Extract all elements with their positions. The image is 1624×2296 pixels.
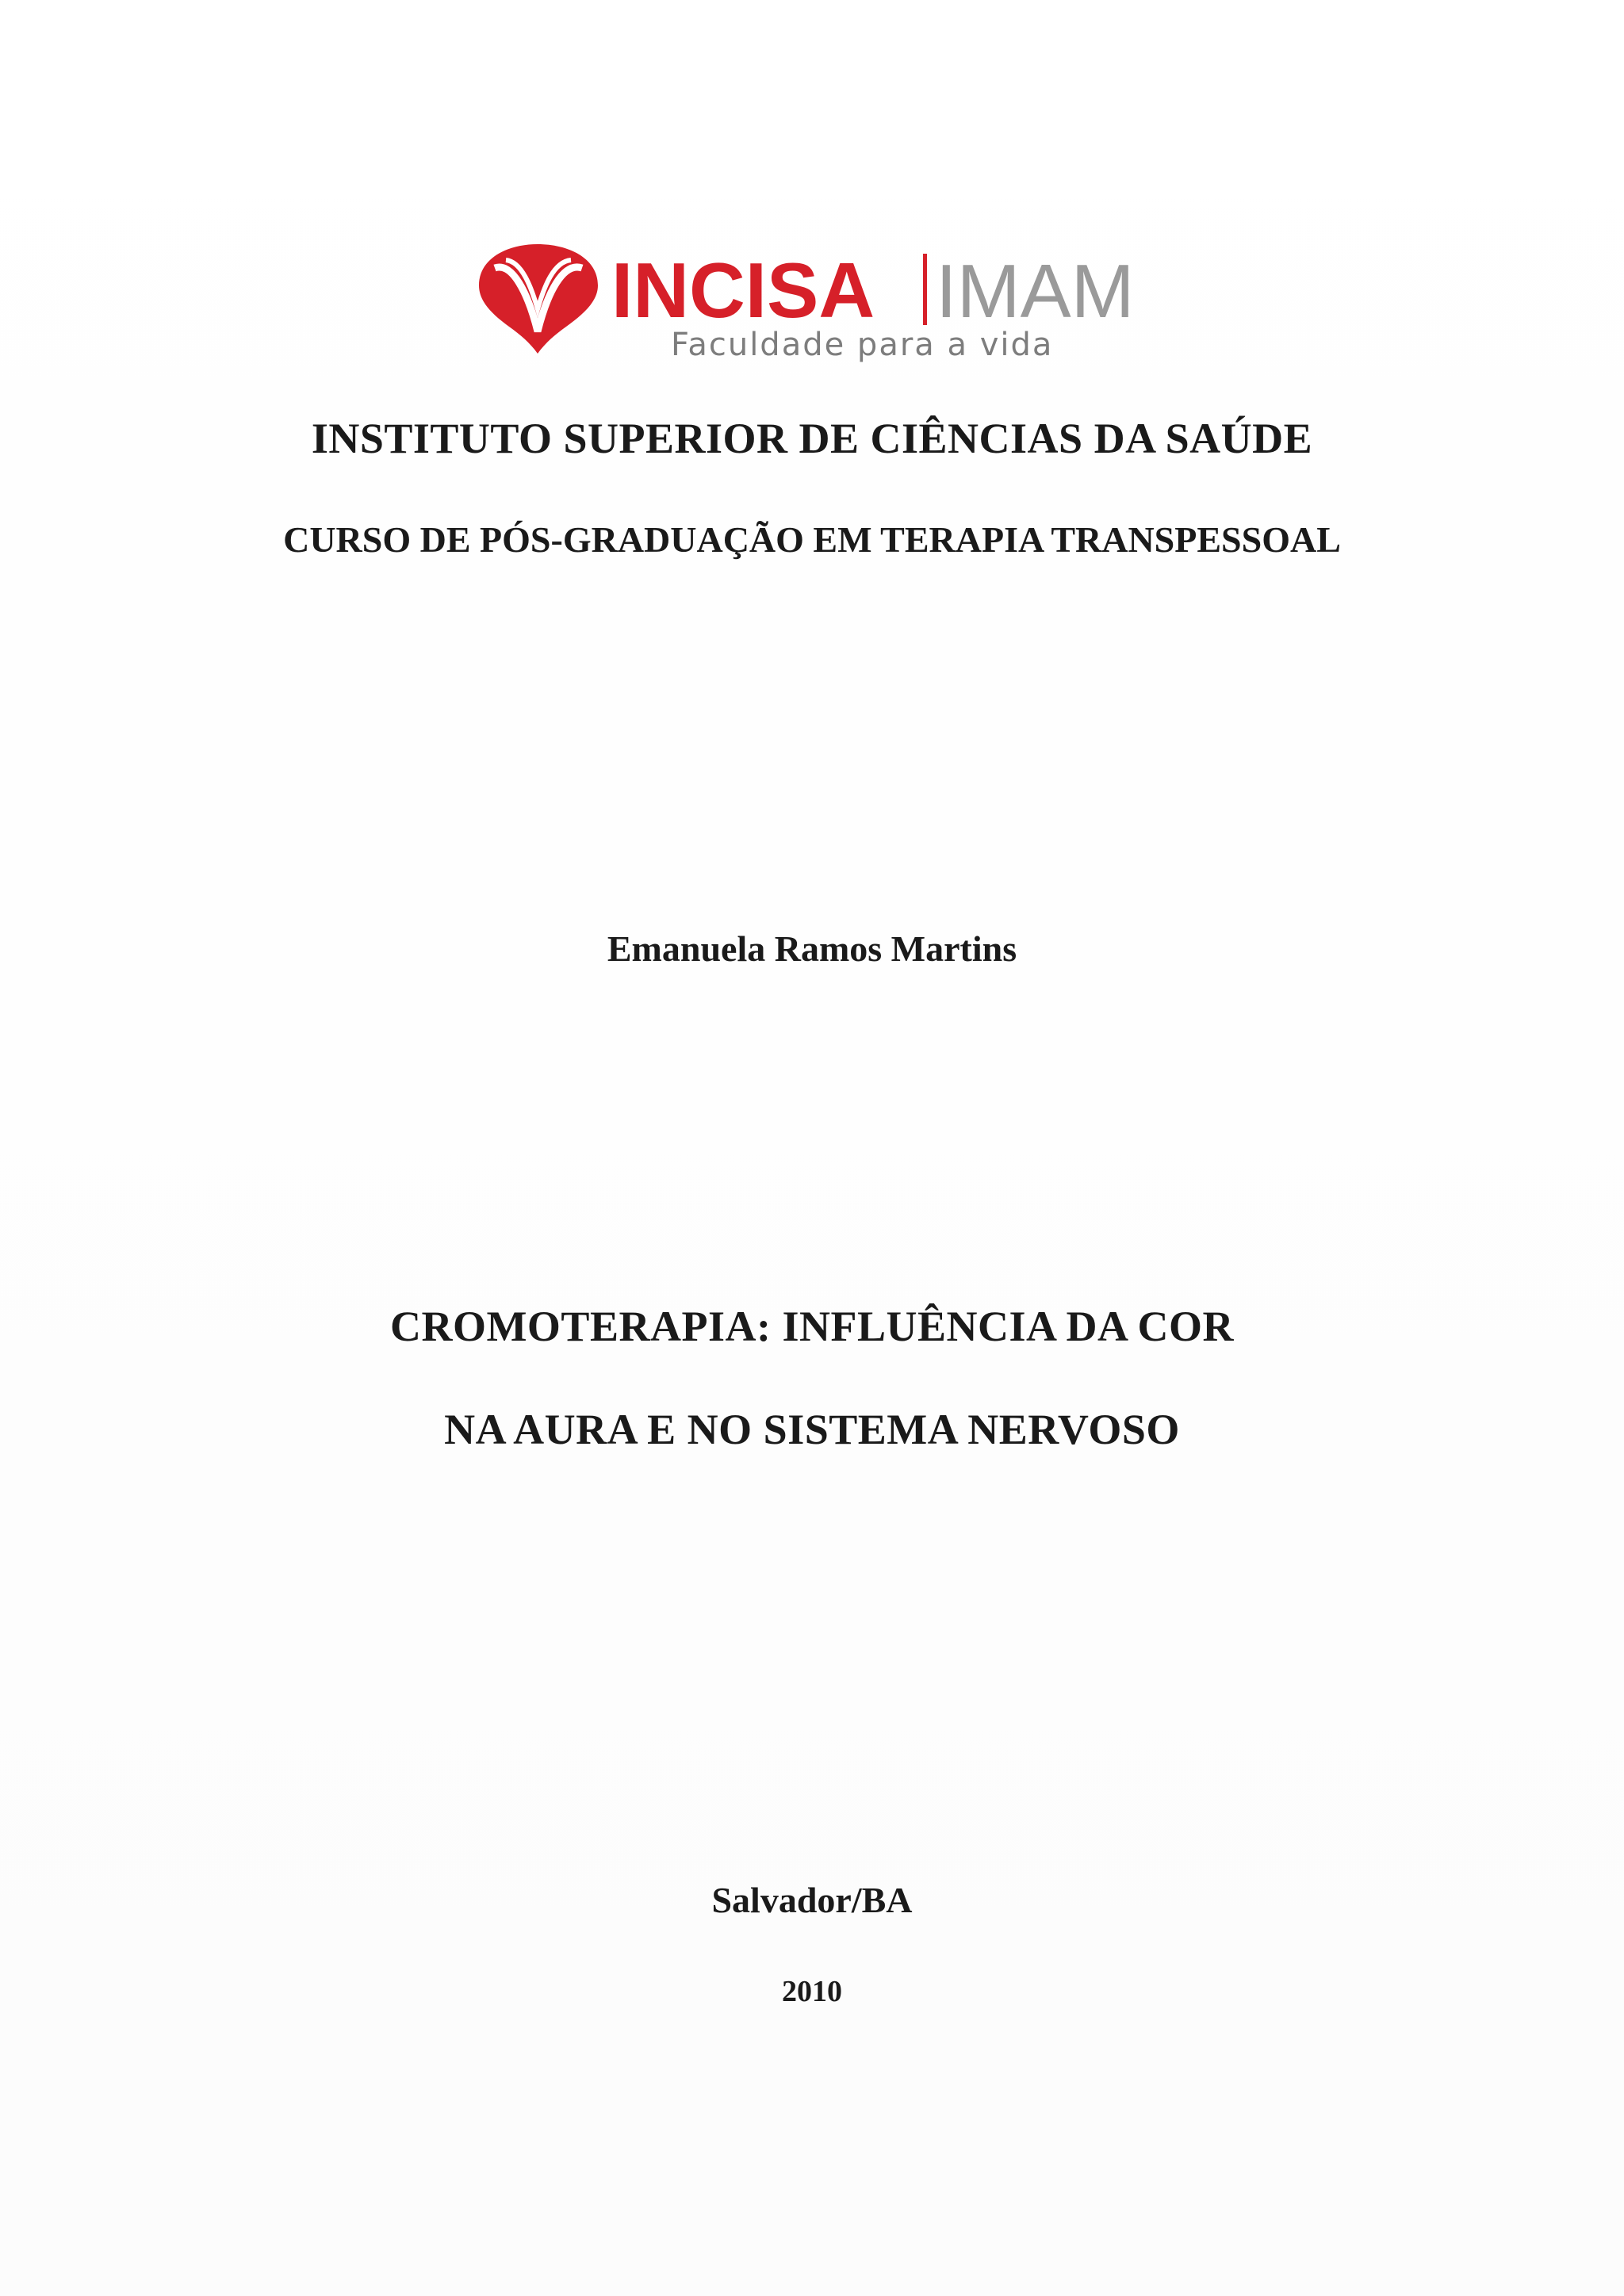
- institution-logo: [473, 238, 1155, 365]
- author-name: Emanuela Ramos Martins: [607, 928, 1017, 969]
- institute-name: INSTITUTO SUPERIOR DE CIÊNCIAS DA SAÚDE: [311, 415, 1313, 462]
- logo-graphic: [473, 238, 1155, 365]
- logo-brand-primary: INCISA: [611, 247, 875, 334]
- location: Salvador/BA: [711, 1880, 913, 1920]
- logo-tagline: Faculdade para a vida: [671, 327, 1054, 363]
- course-name: CURSO DE PÓS-GRADUAÇÃO EM TERAPIA TRANSPESSOAL: [283, 519, 1341, 560]
- logo-emblem-icon: [479, 244, 598, 354]
- logo-divider: [923, 254, 927, 325]
- year: 2010: [782, 1975, 842, 2008]
- logo-brand-secondary: IMAM: [936, 249, 1135, 334]
- document-title-line-2: NA AURA E NO SISTEMA NERVOSO: [444, 1406, 1180, 1453]
- document-title-line-1: CROMOTERAPIA: INFLUÊNCIA DA COR: [389, 1303, 1235, 1350]
